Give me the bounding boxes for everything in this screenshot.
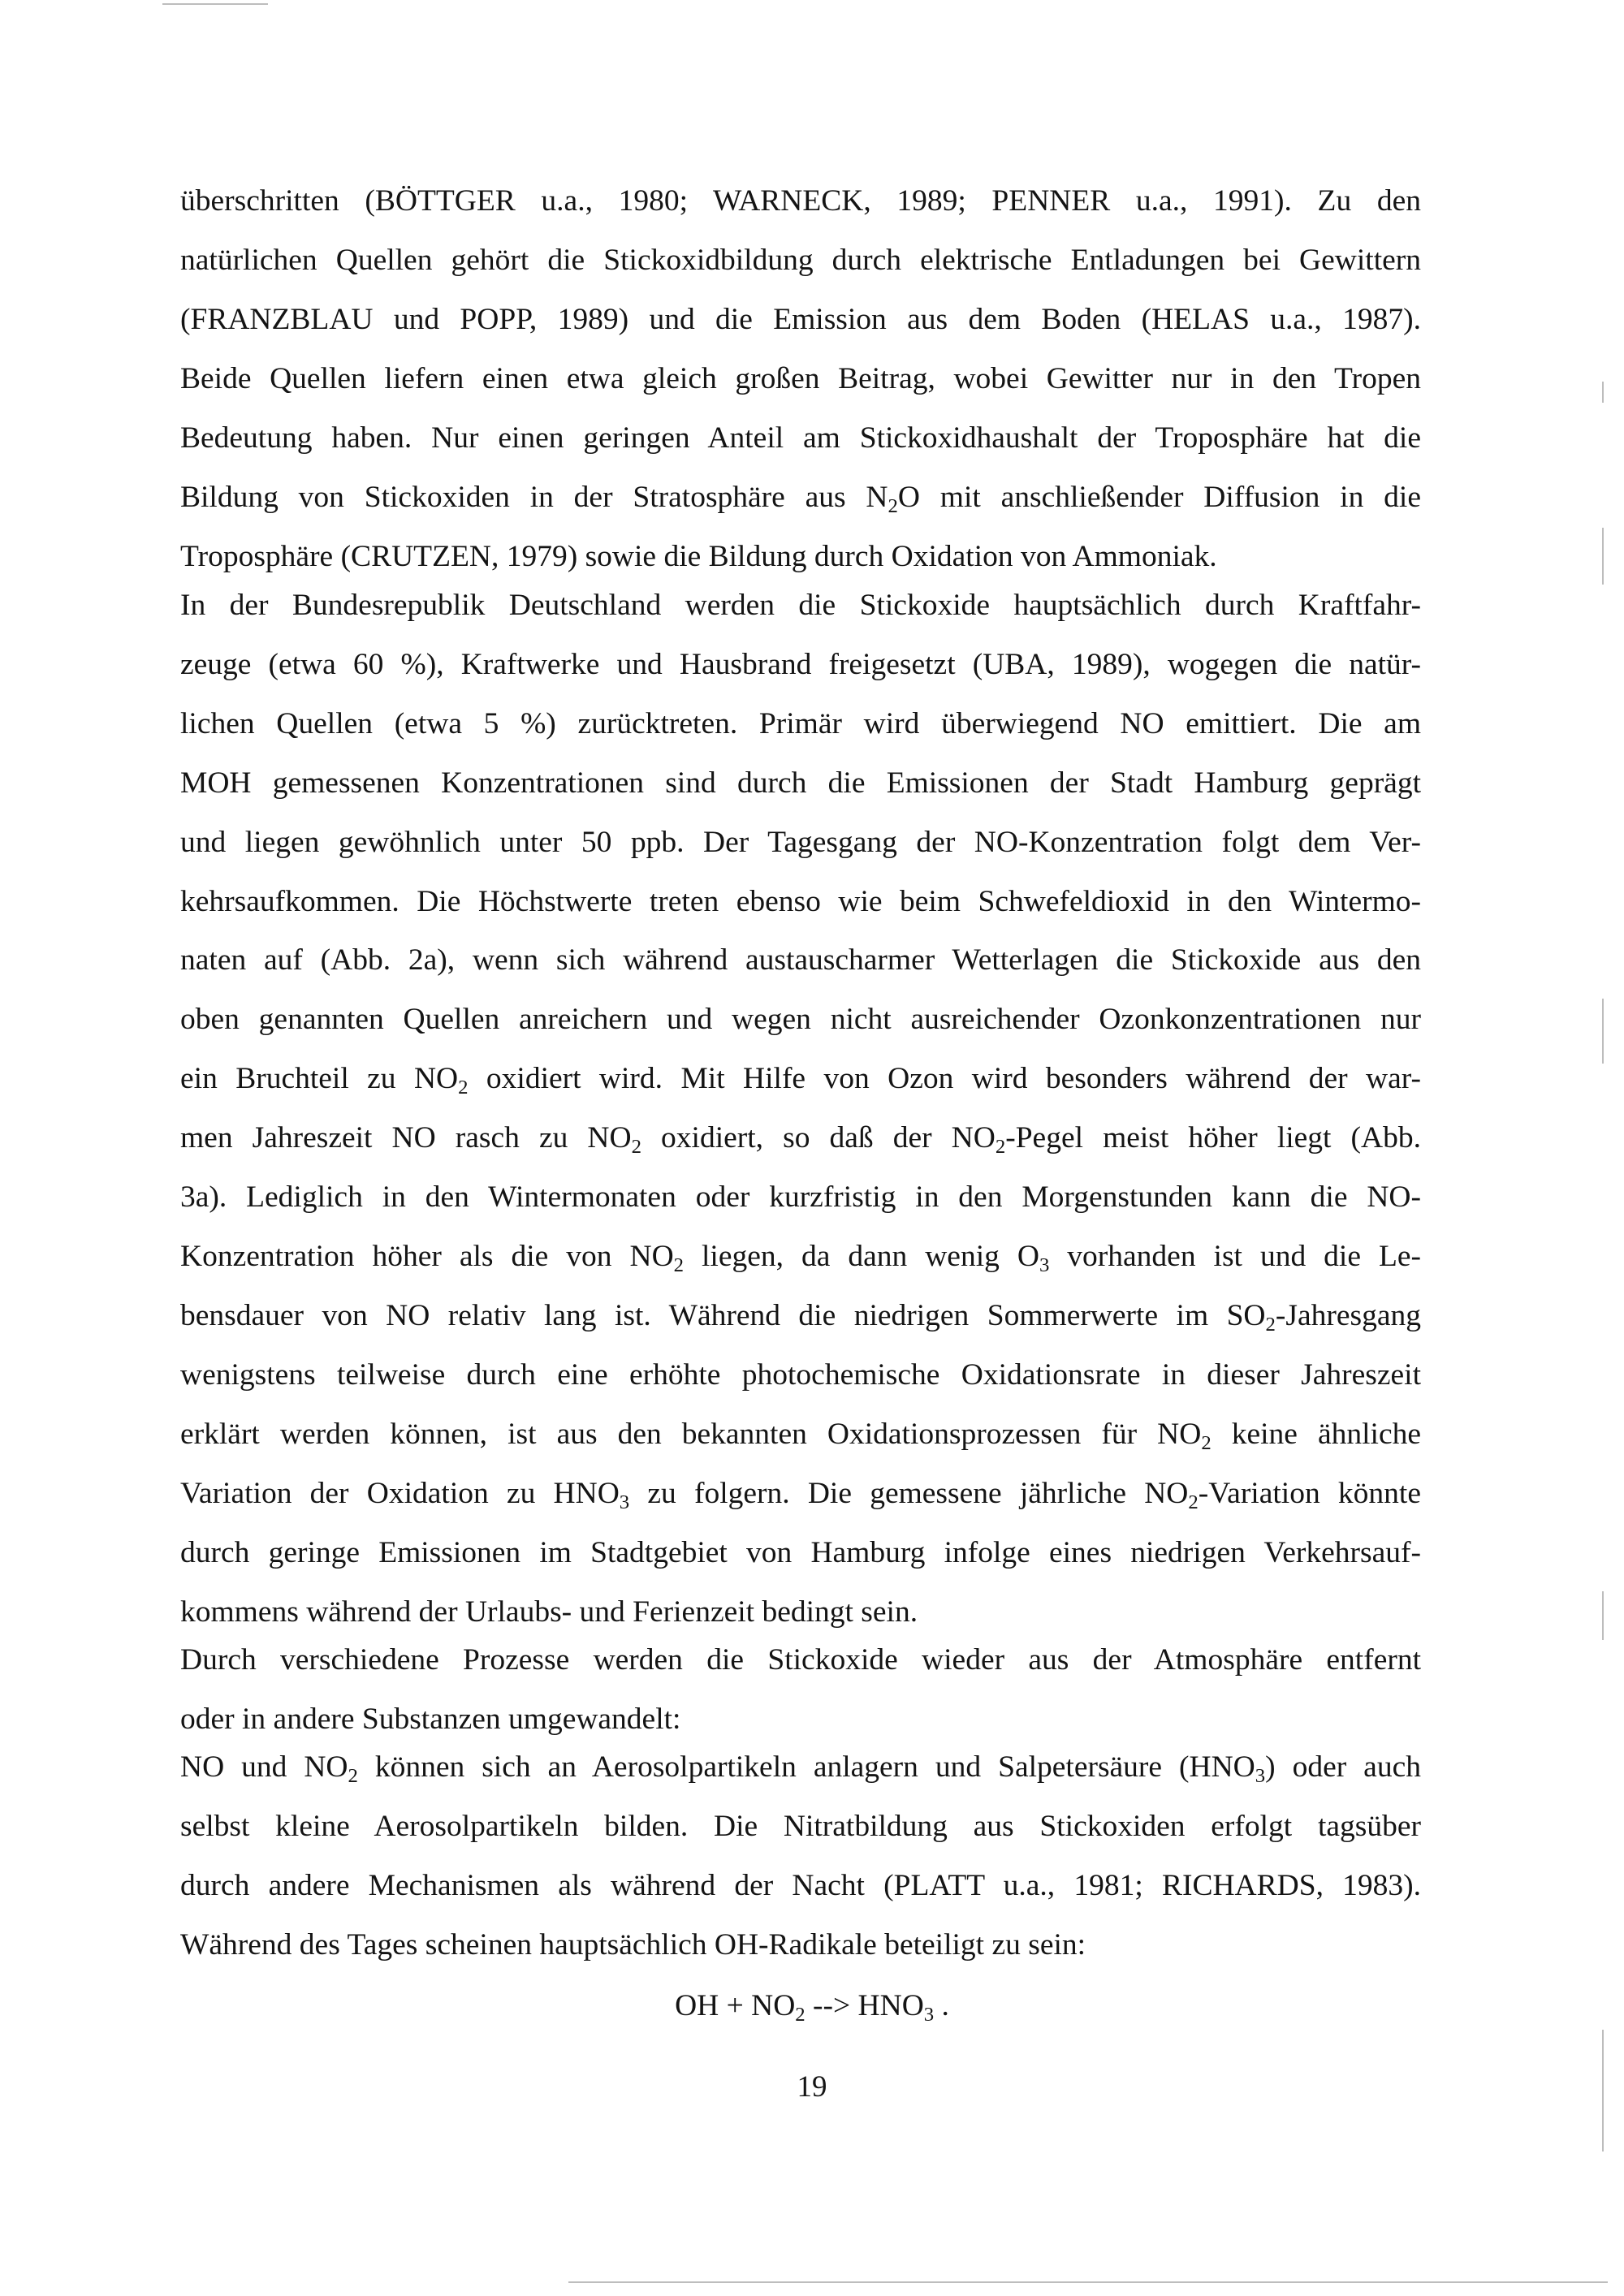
text-line-30: durch andere Mechanismen als während der Nacht (PLATT u.a., 1981; RICHARDS, 1983). [180, 1869, 1421, 1902]
text-line-3: (FRANZBLAU und POPP, 1989) und die Emission aus dem Boden (HELAS u.a., 1987). [180, 303, 1421, 336]
scan-artifact [1602, 999, 1604, 1064]
text-line-4: Beide Quellen liefern einen etwa gleich großen Beitrag, wobei Gewitter nur in den Tropen [180, 362, 1421, 395]
text-line-27: oder in andere Substanzen umgewandelt: [180, 1703, 681, 1736]
text-line-1: überschritten (BÖTTGER u.a., 1980; WARNECK, 1989; PENNER u.a., 1991). Zu den [180, 184, 1421, 218]
text-line-15: oben genannten Quellen anreichern und wegen nicht ausreichender Ozonkonzentrationen nur [180, 1003, 1421, 1036]
text-line-24: durch geringe Emissionen im Stadtgebiet von Hamburg infolge eines niedrigen Verkehrsauf- [180, 1536, 1421, 1569]
scan-artifact [1602, 2030, 1604, 2151]
text-line-11: MOH gemessenen Konzentrationen sind durch die Emissionen der Stadt Hamburg geprägt [180, 766, 1421, 800]
text-line-29: selbst kleine Aerosolpartikeln bilden. Die Nitratbildung aus Stickoxiden erfolgt tagsüber [180, 1810, 1421, 1843]
text-line-7: Troposphäre (CRUTZEN, 1979) sowie die Bildung durch Oxidation von Ammoniak. [180, 540, 1217, 573]
text-line-14: naten auf (Abb. 2a), wenn sich während austauscharmer Wetterlagen die Stickoxide aus den [180, 943, 1421, 977]
text-line-22: erklärt werden können, ist aus den bekannten Oxidationsprozessen für $NO_2$ keine ähnliche [180, 1418, 1421, 1454]
scan-artifact [1602, 382, 1604, 403]
text-line-10: lichen Quellen (etwa 5 %) zurücktreten. Primär wird überwiegend NO emittiert. Die am [180, 707, 1421, 740]
text-line-26: Durch verschiedene Prozesse werden die Stickoxide wieder aus der Atmosphäre entfernt [180, 1643, 1421, 1677]
text-line-25: kommens während der Urlaubs- und Ferienzeit bedingt sein. [180, 1595, 918, 1629]
scan-artifact [568, 2281, 1608, 2283]
text-line-19: Konzentration höher als die von $NO_2$ liegen, da dann wenig $O_3$ vorhanden ist und die Le- [180, 1240, 1422, 1276]
chemical-equation: OH + $NO_2$ --> $HNO_3$ . [675, 1989, 949, 2026]
text-line-5: Bedeutung haben. Nur einen geringen Anteil am Stickoxidhaushalt der Troposphäre hat die [180, 421, 1421, 455]
text-line-12: und liegen gewöhnlich unter 50 ppb. Der Tagesgang der NO-Konzentration folgt dem Ver- [180, 826, 1421, 859]
text-line-17: men Jahreszeit NO rasch zu $NO_2$ oxidiert, so daß der $NO_2$-Pegel meist höher liegt (Abb. [180, 1121, 1421, 1158]
text-line-20: bensdauer von NO relativ lang ist. Während die niedrigen Sommerwerte im $SO_2$-Jahresgang [180, 1299, 1421, 1336]
text-line-31: Während des Tages scheinen hauptsächlich OH-Radikale beteiligt zu sein: [180, 1928, 1086, 1962]
scan-artifact [1602, 1591, 1604, 1640]
page-number: 19 [797, 2070, 827, 2104]
text-line-28: NO und $NO_2$ können sich an Aerosolpartikeln anlagern und Salpetersäure $(HNO_3)$ oder auch [180, 1750, 1421, 1787]
text-line-6: Bildung von Stickoxiden in der Stratosphäre aus $N_2O$ mit anschließender Diffusion in die [180, 481, 1421, 517]
scan-artifact [1602, 528, 1604, 585]
text-line-16: ein Bruchteil zu $NO_2$ oxidiert wird. Mit Hilfe von Ozon wird besonders während der war- [180, 1062, 1421, 1098]
text-line-8: In der Bundesrepublik Deutschland werden die Stickoxide hauptsächlich durch Kraftfahr- [180, 589, 1421, 622]
text-line-23: Variation der Oxidation zu $HNO_3$ zu folgern. Die gemessene jährliche $NO_2$-Variation könnte [180, 1477, 1421, 1513]
text-line-2: natürlichen Quellen gehört die Stickoxidbildung durch elektrische Entladungen bei Gewittern [180, 244, 1421, 277]
scan-artifact [162, 3, 268, 5]
text-line-9: zeuge (etwa 60 %), Kraftwerke und Hausbrand freigesetzt (UBA, 1989), wogegen die natür- [180, 648, 1421, 681]
text-line-21: wenigstens teilweise durch eine erhöhte photochemische Oxidationsrate in dieser Jahreszeit [180, 1358, 1421, 1392]
text-line-18: 3a). Lediglich in den Wintermonaten oder kurzfristig in den Morgenstunden kann die NO- [180, 1180, 1421, 1214]
text-line-13: kehrsaufkommen. Die Höchstwerte treten ebenso wie beim Schwefeldioxid in den Wintermo- [180, 885, 1421, 918]
